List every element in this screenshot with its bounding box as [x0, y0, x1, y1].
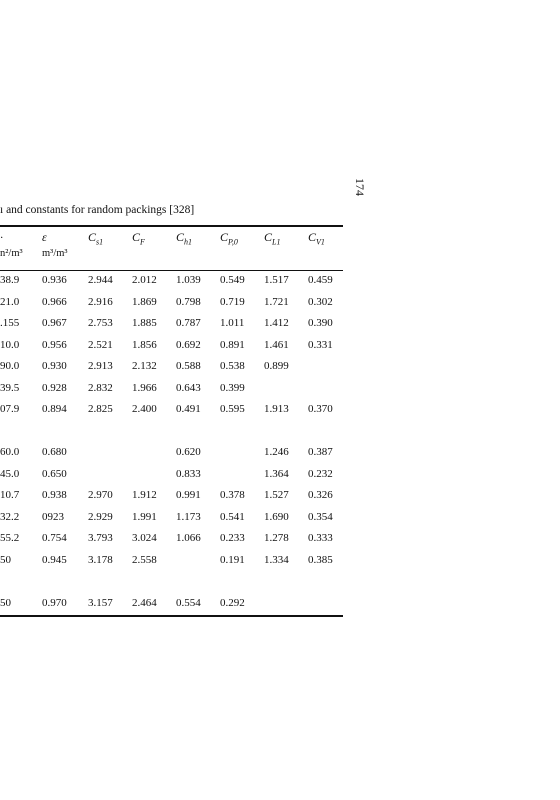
- table-cell: 0.541: [220, 510, 245, 523]
- table-cell: 0.390: [308, 317, 333, 329]
- table-cell: 45.0: [0, 467, 20, 480]
- table-cell: 3.024: [132, 532, 157, 544]
- table-cell: 2.558: [132, 553, 157, 566]
- table-cell: 1.011: [220, 317, 245, 329]
- table-cell: 2.012: [132, 274, 157, 286]
- table-cell: 1.066: [176, 532, 201, 544]
- table-cell: 0.833: [176, 467, 201, 480]
- header-symbol: $C_{h1}$: [176, 230, 193, 247]
- table-cell: 0.378: [220, 489, 245, 501]
- table-cell: 0.936: [42, 274, 67, 286]
- header-symbol: $C_{V1}$: [308, 230, 325, 247]
- header-symbol: $C_F$: [132, 230, 145, 247]
- table-row: [0, 274, 343, 288]
- table-cell: 1.246: [264, 446, 289, 458]
- table-cell: 0.385: [308, 553, 333, 566]
- table-row: [0, 360, 343, 374]
- table-row: [0, 532, 343, 546]
- table-cell: 0.719: [220, 295, 245, 308]
- table-row: [0, 468, 343, 482]
- table-cell: 60.0: [0, 446, 20, 458]
- header-symbol: $C_{s1}$: [88, 230, 104, 247]
- table-header-rule: [0, 270, 343, 271]
- table-cell: 2.825: [88, 403, 113, 415]
- table-row: [0, 597, 343, 611]
- table-row: [0, 554, 343, 568]
- table-row: [0, 317, 343, 331]
- table-cell: 0.928: [42, 381, 67, 394]
- page-number: 174: [353, 178, 367, 196]
- table-cell: 1.991: [132, 510, 157, 523]
- table-row: [0, 489, 343, 503]
- table-cell: 2.832: [88, 381, 113, 394]
- table-cell: 1.364: [264, 467, 289, 480]
- table-cell: 1.721: [264, 295, 289, 308]
- header-col0-symbol: ·: [0, 230, 3, 244]
- table-cell: 0.233: [220, 532, 245, 544]
- table-cell: 0.491: [176, 403, 201, 415]
- table-bottom-rule: [0, 615, 343, 617]
- table-cell: 0.554: [176, 596, 201, 609]
- header-symbol: $C_{L1}$: [264, 230, 281, 247]
- table-cell: 2.132: [132, 360, 157, 372]
- table-cell: 0.930: [42, 360, 67, 372]
- table-cell: 0.620: [176, 446, 201, 458]
- table-row: [0, 339, 343, 353]
- table-cell: 0.292: [220, 596, 245, 609]
- table-cell: 1.278: [264, 532, 289, 544]
- table-cell: 0.232: [308, 467, 333, 480]
- table-cell: 32.2: [0, 510, 20, 523]
- table-cell: 3.178: [88, 553, 113, 566]
- table-cell: 3.157: [88, 596, 113, 609]
- table-cell: 2.464: [132, 596, 157, 609]
- header-units-col0: n²/m³: [0, 248, 23, 259]
- table-cell: 10.0: [0, 338, 20, 351]
- table-cell: 2.400: [132, 403, 157, 415]
- table-cell: 0923: [42, 510, 64, 523]
- table-top-rule: [0, 225, 343, 227]
- table-cell: 0.538: [220, 360, 245, 372]
- table-cell: 0.899: [264, 360, 289, 372]
- table-cell: 50: [0, 553, 11, 566]
- table-cell: 1.913: [264, 403, 289, 415]
- table-cell: 2.753: [88, 317, 113, 329]
- table-row: [0, 575, 343, 589]
- table-row: [0, 403, 343, 417]
- table-cell: 0.302: [308, 295, 333, 308]
- table-cell: 1.173: [176, 510, 201, 523]
- table-cell: 2.944: [88, 274, 113, 286]
- table-row: [0, 425, 343, 439]
- table-row: [0, 511, 343, 525]
- table-cell: 1.527: [264, 489, 289, 501]
- table-cell: 3.793: [88, 532, 113, 544]
- table-cell: 0.387: [308, 446, 333, 458]
- table-cell: 0.787: [176, 317, 201, 329]
- table-cell: 50: [0, 596, 11, 609]
- table-cell: 1.412: [264, 317, 289, 329]
- table-cell: 0.650: [42, 467, 67, 480]
- table-cell: 0.331: [308, 338, 333, 351]
- table-cell: 0.754: [42, 532, 67, 544]
- table-cell: 0.333: [308, 532, 333, 544]
- table-cell: 2.521: [88, 338, 113, 351]
- table-caption: ı and constants for random packings [328]: [0, 204, 195, 216]
- table-cell: 39.5: [0, 381, 20, 394]
- table-cell: 1.039: [176, 274, 201, 286]
- table-cell: 1.461: [264, 338, 289, 351]
- table-cell: 2.929: [88, 510, 113, 523]
- table-row: [0, 446, 343, 460]
- table-cell: 2.970: [88, 489, 113, 501]
- table-cell: 0.459: [308, 274, 333, 286]
- header-symbol: $C_{P,0}$: [220, 230, 238, 247]
- table-cell: 1.885: [132, 317, 157, 329]
- table-cell: 90.0: [0, 360, 20, 372]
- table-cell: 10.7: [0, 489, 20, 501]
- table-cell: 0.692: [176, 338, 201, 351]
- table-cell: 0.595: [220, 403, 245, 415]
- table-cell: .155: [0, 317, 20, 329]
- table-cell: 0.549: [220, 274, 245, 286]
- table-cell: 0.798: [176, 295, 201, 308]
- table-cell: 1.517: [264, 274, 289, 286]
- table-cell: 38.9: [0, 274, 20, 286]
- table-cell: 0.399: [220, 381, 245, 394]
- table-cell: 1.690: [264, 510, 289, 523]
- table-cell: 0.967: [42, 317, 67, 329]
- table-cell: 1.334: [264, 553, 289, 566]
- table-cell: 1.869: [132, 295, 157, 308]
- table-row: [0, 296, 343, 310]
- table-cell: 1.856: [132, 338, 157, 351]
- table-cell: 0.970: [42, 596, 67, 609]
- table-cell: 0.588: [176, 360, 201, 372]
- table-cell: 0.945: [42, 553, 67, 566]
- table-cell: 0.956: [42, 338, 67, 351]
- header-symbol: ε: [42, 230, 47, 244]
- table-cell: 0.891: [220, 338, 245, 351]
- table-row: [0, 382, 343, 396]
- table-cell: 0.991: [176, 489, 201, 501]
- table-cell: 0.326: [308, 489, 333, 501]
- table-cell: 1.966: [132, 381, 157, 394]
- table-cell: 2.913: [88, 360, 113, 372]
- table-cell: 0.191: [220, 553, 245, 566]
- table-cell: 55.2: [0, 532, 20, 544]
- table-cell: 0.370: [308, 403, 333, 415]
- table-cell: 0.680: [42, 446, 67, 458]
- header-units-porosity: m³/m³: [42, 248, 68, 259]
- table-cell: 2.916: [88, 295, 113, 308]
- table-cell: 07.9: [0, 403, 20, 415]
- table-cell: 0.966: [42, 295, 67, 308]
- table-cell: 0.938: [42, 489, 67, 501]
- table-cell: 1.912: [132, 489, 157, 501]
- table-cell: 0.354: [308, 510, 333, 523]
- table-cell: 0.643: [176, 381, 201, 394]
- table-cell: 21.0: [0, 295, 20, 308]
- table-cell: 0.894: [42, 403, 67, 415]
